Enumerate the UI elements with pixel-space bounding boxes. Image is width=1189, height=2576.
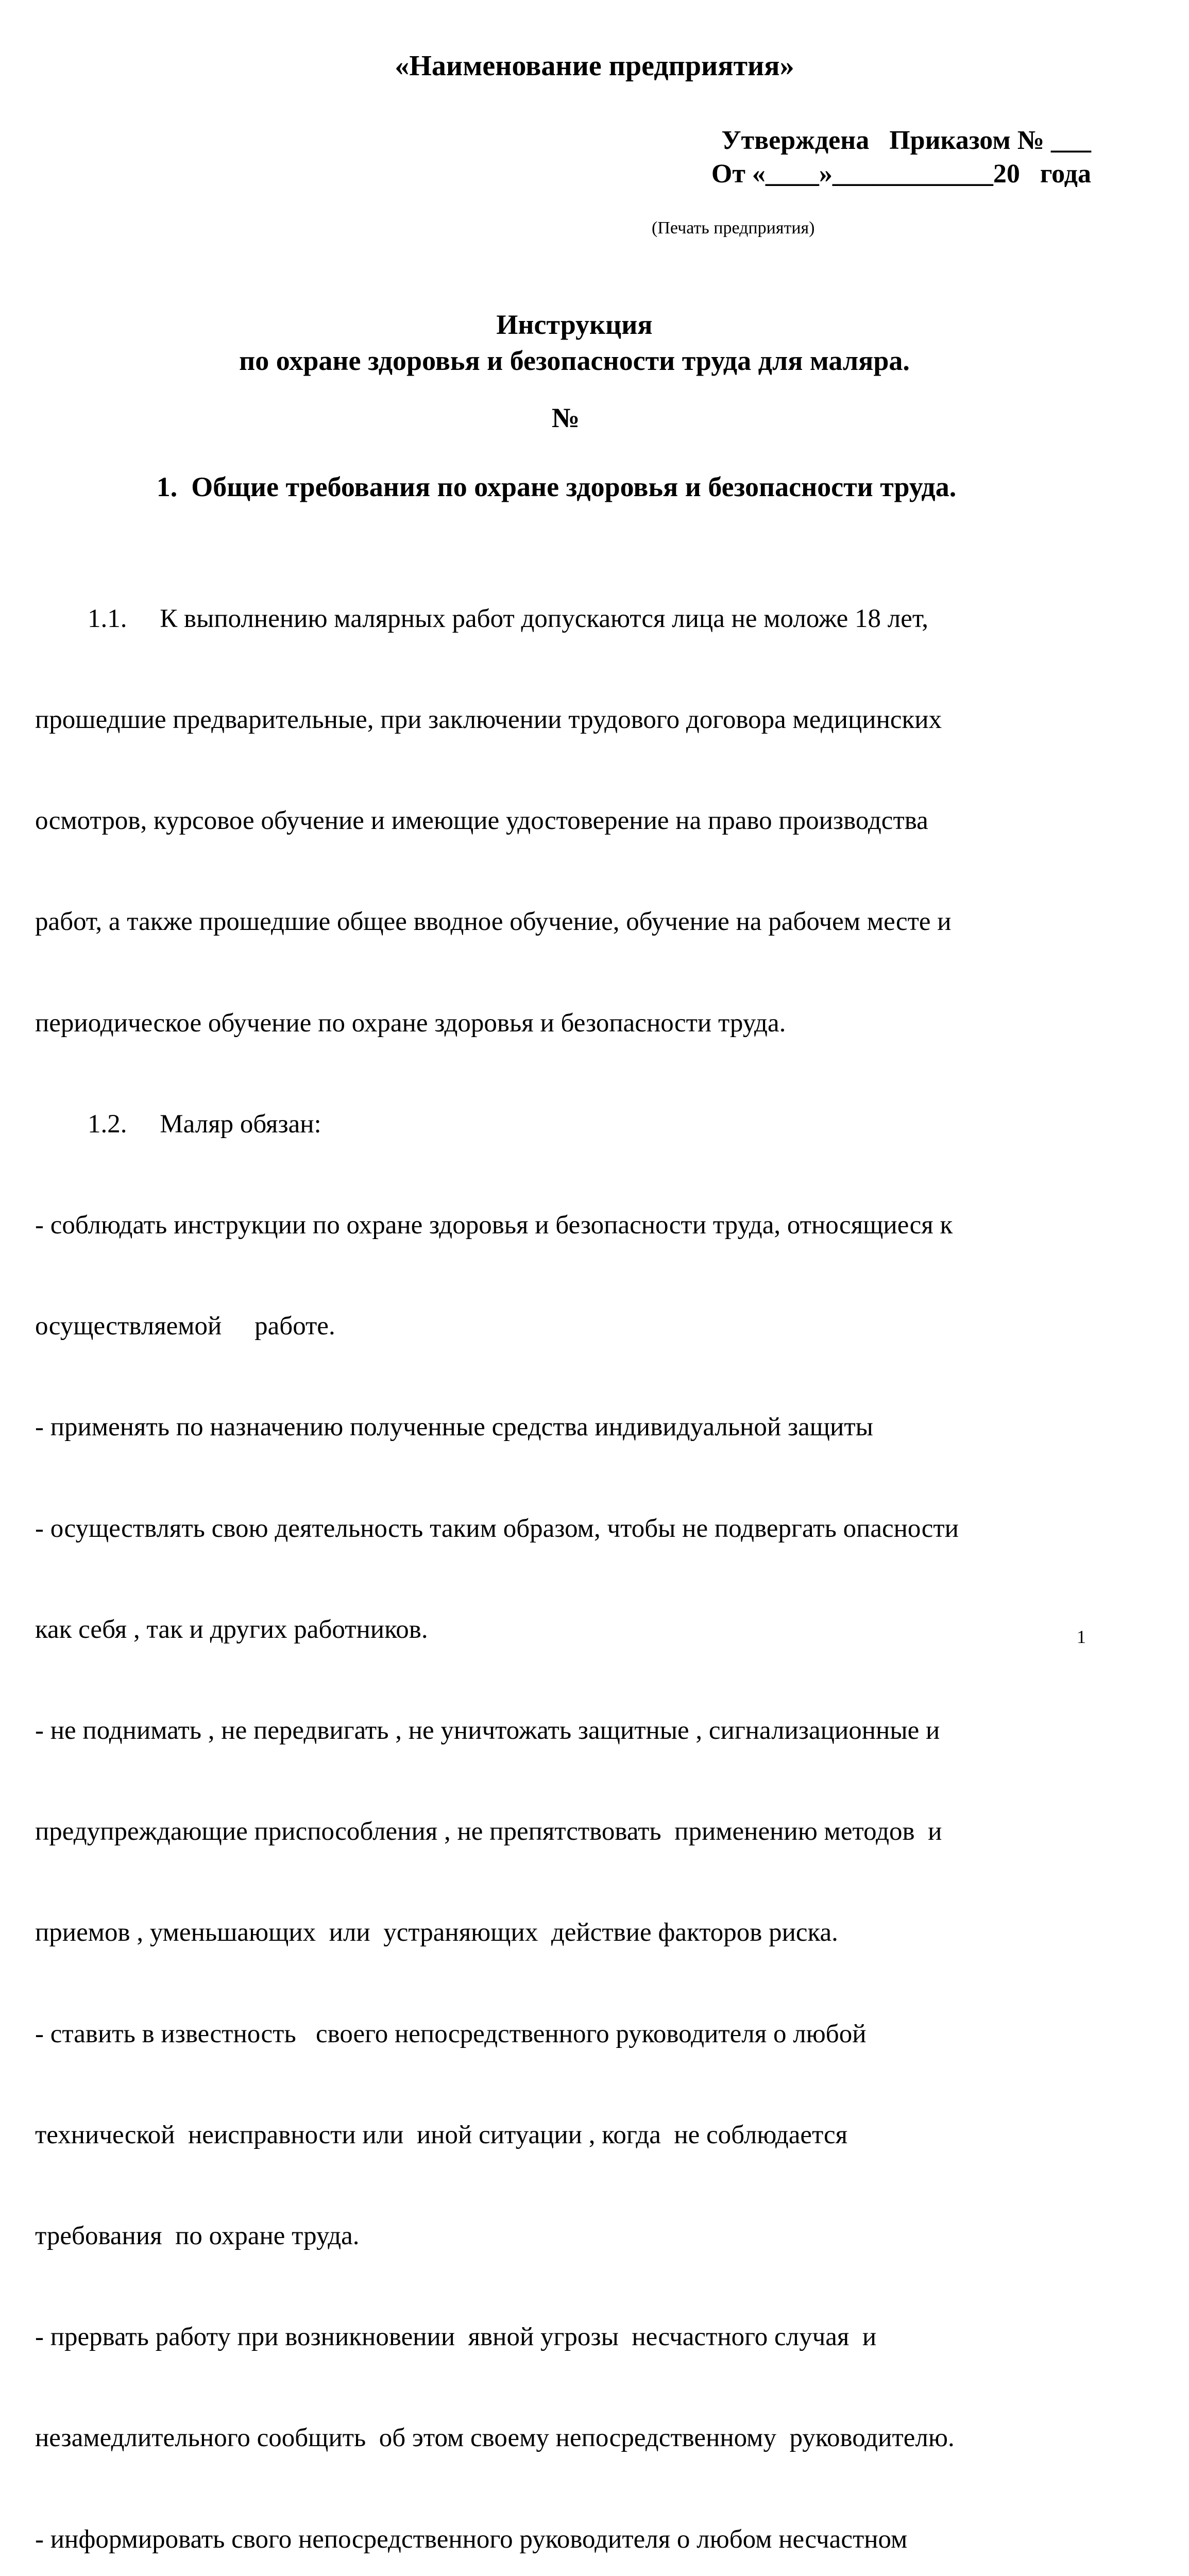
text-line: технической неисправности или иной ситуации , когда не соблюдается — [35, 2120, 848, 2149]
text-line: осмотров, курсовое обучение и имеющие удостоверение на право производства — [35, 806, 928, 836]
text-line: приемов , уменьшающих или устраняющих действие факторов риска. — [35, 1918, 838, 1947]
text-line: - прервать работу при возникновении явной угрозы несчастного случая и — [35, 2323, 877, 2352]
text-line: - соблюдать инструкции по охране здоровья и безопасности труда, относящиеся к — [35, 1211, 953, 1240]
text-line: 1.2. Маляр обязан: — [35, 1109, 321, 1139]
text-line: 1.1. К выполнению малярных работ допускаются лица не моложе 18 лет, — [35, 604, 929, 633]
stamp-note: (Печать предприятия) — [652, 218, 815, 238]
text-line: - информировать свого непосредственного руководителя о любом несчастном — [35, 2524, 908, 2554]
approval-date-line: От «____»____________20 года — [711, 159, 1091, 189]
section-heading: 1. Общие требования по охране здоровья и безопасности труда. — [156, 471, 957, 502]
text-line: как себя , так и других работников. — [35, 1615, 428, 1644]
text-line: - не поднимать , не передвигать , не уничтожать защитные , сигнализационные и — [35, 1716, 940, 1745]
text-line: предупреждающие приспособления , не препятствовать применению методов и — [35, 1817, 942, 1846]
text-line: требования по охране труда. — [35, 2222, 360, 2251]
document-number: № — [551, 402, 580, 433]
text-line: - применять по назначению полученные средства индивидуальной защиты — [35, 1413, 873, 1442]
approval-order-line: Утверждена Приказом № ___ — [721, 126, 1091, 155]
text-line: работ, а также прошедшие общее вводное обучение, обучение на рабочем месте и — [35, 907, 952, 937]
page-number: 1 — [1077, 1626, 1086, 1647]
company-name: «Наименование предприятия» — [395, 50, 794, 82]
body-text — [35, 535, 1137, 2576]
text-line: прошедшие предварительные, при заключении трудового договора медицинских — [35, 705, 942, 735]
text-line: осуществляемой работе. — [35, 1312, 335, 1341]
text-line: - ставить в известность своего непосредственного руководителя о любой — [35, 2019, 867, 2048]
document-subtitle: по охране здоровья и безопасности труда для маляра. — [239, 345, 910, 376]
text-line: периодическое обучение по охране здоровья и безопасности труда. — [35, 1008, 786, 1038]
document-title: Инструкция — [496, 309, 653, 340]
text-line: незамедлительного сообщить об этом своему непосредственному руководителю. — [35, 2424, 955, 2453]
text-line: - осуществлять свою деятельность таким образом, чтобы не подвергать опасности — [35, 1514, 959, 1543]
